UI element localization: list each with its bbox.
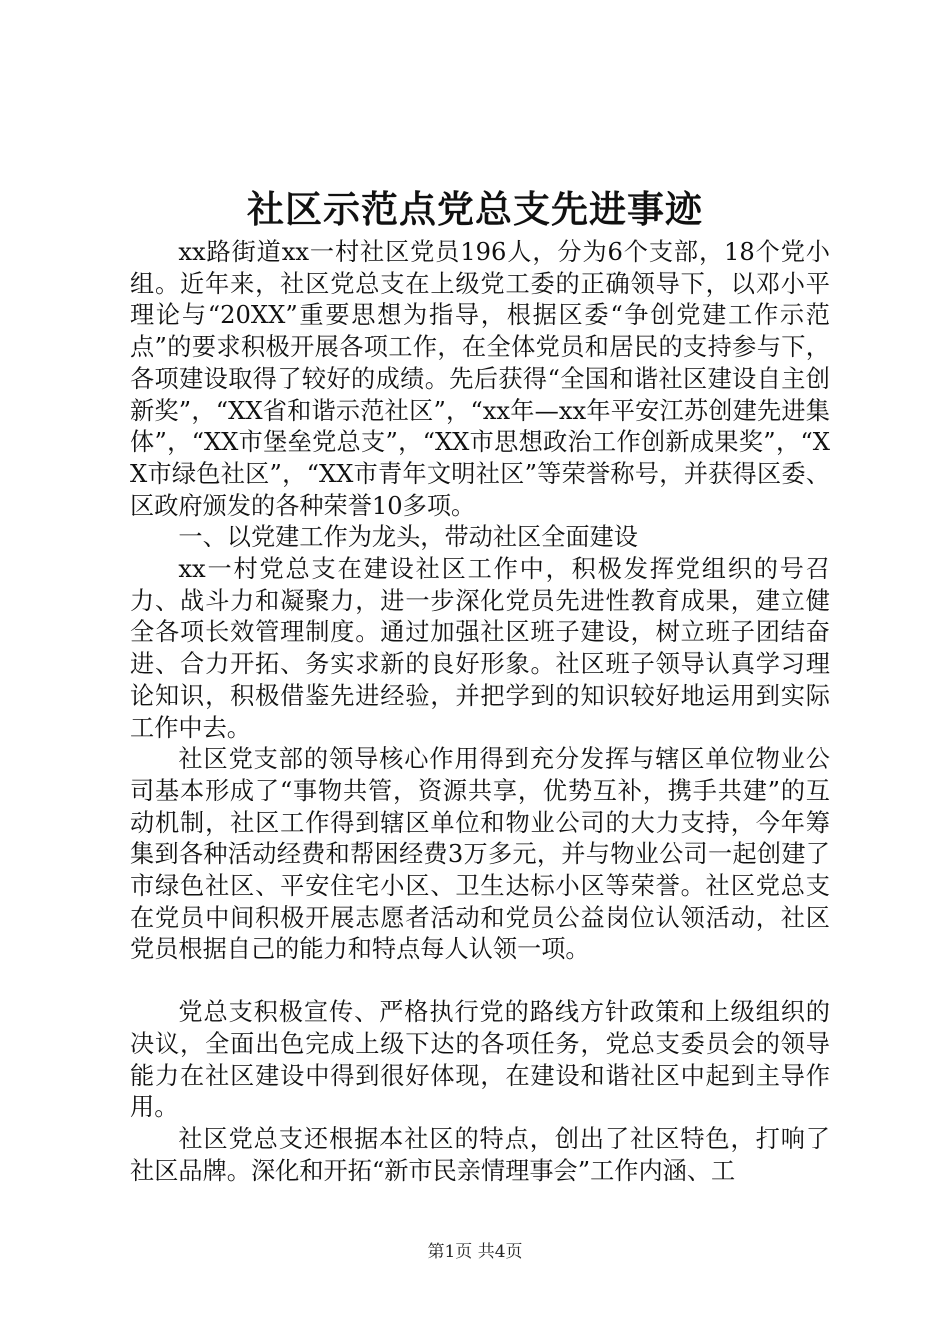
paragraph-policy: 党总支积极宣传、严格执行党的路线方针政策和上级组织的决议，全面出色完成上级下达的各项任务，党总支委员会的领导能力在社区建设中得到很好体现，在建设和谐社区中起到主导作用。 [130, 998, 830, 1122]
section-heading-1: 一、以党建工作为龙头，带动社区全面建设 [178, 523, 638, 552]
document-body [130, 237, 830, 1187]
paragraph-brand: 社区党总支还根据本社区的特点，创出了社区特色，打响了社区品牌。深化和开拓“新市民亲情理事会”工作内涵、工 [130, 1124, 830, 1185]
paragraph-party-building: xx一村党总支在建设社区工作中，积极发挥党组织的号召力、战斗力和凝聚力，进一步深化党员先进性教育成果，建立健全各项长效管理制度。通过加强社区班子建设，树立班子团结奋进、合力开拓、务实求新的良好形象。社区班子领导认真学习理论知识，积极借鉴先进经验，并把学到的知识较好地运用到实际工作中去。 [130, 555, 830, 742]
paragraph-leadership: 社区党支部的领导核心作用得到充分发挥与辖区单位物业公司基本形成了“事物共管，资源共享，优势互补，携手共建”的互动机制，社区工作得到辖区单位和物业公司的大力支持，今年筹集到各种活动经费和帮困经费3万多元，并与物业公司一起创建了市绿色社区、平安住宅小区、卫生达标小区等荣誉。社区党总支在党员中间积极开展志愿者活动和党员公益岗位认领活动，社区党员根据自己的能力和特点每人认领一项。 [130, 745, 830, 964]
page-footer: 第1页 共4页 [427, 1242, 523, 1262]
page-title: 社区示范点党总支先进事迹 [247, 187, 703, 231]
paragraph-intro: xx路街道xx一村社区党员196人，分为6个支部，18个党小组。近年来，社区党总支在上级党工委的正确领导下，以邓小平理论与“20XX”重要思想为指导，根据区委“争创党建工作示范点”的要求积极开展各项工作，在全体党员和居民的支持参与下，各项建设取得了较好的成绩。先后获得“全国和谐社区建设自主创新奖”，“XX省和谐示范社区”，“xx年—xx年平安江苏创建先进集体”，“XX市堡垒党总支”，“XX市思想政治工作创新成果奖”，“XX市绿色社区”，“XX市青年文明社区”等荣誉称号，并获得区委、区政府颁发的各种荣誉10多项。 [130, 238, 830, 520]
